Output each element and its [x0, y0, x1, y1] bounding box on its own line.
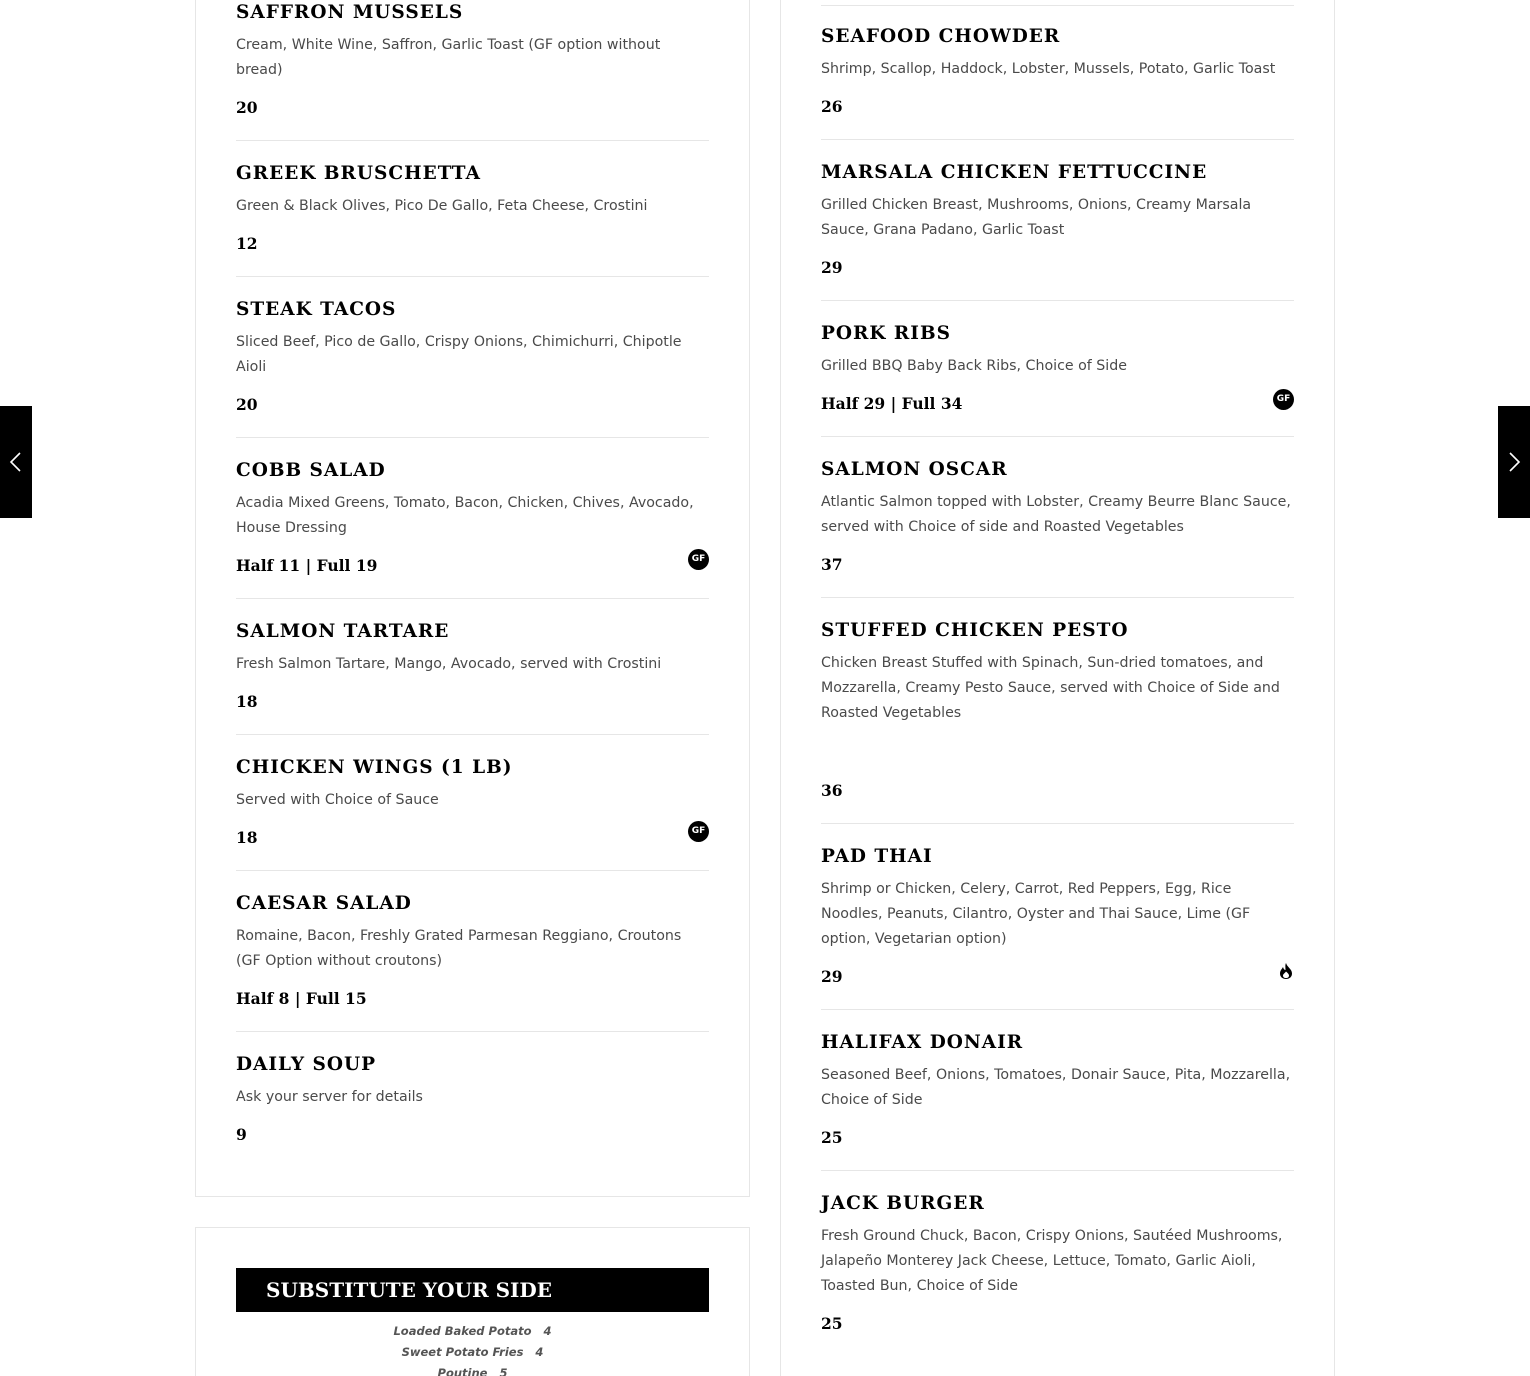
menu-item — [236, 735, 709, 870]
item-price: 20 — [236, 395, 258, 414]
side-name: Poutine — [437, 1366, 488, 1376]
item-price: 25 — [821, 1128, 843, 1147]
item-description: Acadia Mixed Greens, Tomato, Bacon, Chicken, Chives, Avocado, House Dressing — [236, 495, 694, 536]
side-name: Loaded Baked Potato — [393, 1324, 532, 1338]
item-name: SALMON OSCAR — [821, 459, 1008, 480]
item-name: CHICKEN WINGS (1 LB) — [236, 757, 513, 778]
gluten-free-badge-icon: GF — [688, 549, 709, 570]
menu-item — [821, 598, 1294, 823]
item-description: Grilled Chicken Breast, Mushrooms, Onions, Creamy Marsala Sauce, Grana Padano, Garlic Toast — [821, 197, 1252, 238]
item-description: Served with Choice of Sauce — [236, 792, 439, 808]
gluten-free-badge-icon: GF — [1273, 389, 1294, 410]
item-price: 20 — [236, 98, 258, 117]
item-name: SALMON TARTARE — [236, 621, 450, 642]
menu-item — [821, 1171, 1294, 1356]
menu-item — [821, 1010, 1294, 1170]
item-price: 18 — [236, 828, 258, 847]
side-price: 4 — [543, 1324, 552, 1338]
item-name: JACK BURGER — [821, 1193, 985, 1214]
item-name: COBB SALAD — [236, 460, 386, 481]
next-slide-button[interactable] — [1498, 406, 1530, 518]
item-description: Sliced Beef, Pico de Gallo, Crispy Onions, Chimichurri, Chipotle Aioli — [236, 334, 682, 375]
gluten-free-badge-icon: GF — [688, 821, 709, 842]
item-description: Chicken Breast Stuffed with Spinach, Sun-dried tomatoes, and Mozzarella, Creamy Pesto Sauce, served with Choice of Side and Roasted Vegetables — [821, 655, 1280, 721]
item-description: Green & Black Olives, Pico De Gallo, Feta Cheese, Crostini — [236, 198, 648, 214]
item-price: Half 8 | Full 15 — [236, 989, 367, 1008]
side-price: 5 — [499, 1366, 508, 1376]
item-description: Shrimp or Chicken, Celery, Carrot, Red Peppers, Egg, Rice Noodles, Peanuts, Cilantro, Oyster and Thai Sauce, Lime (GF option, Vegetarian option) — [821, 881, 1251, 947]
menu-item — [821, 437, 1294, 597]
menu-item — [236, 438, 709, 598]
item-price: 29 — [821, 967, 843, 986]
side-price: 4 — [535, 1345, 544, 1359]
menu-item — [236, 599, 709, 734]
list-item — [236, 1342, 709, 1363]
menu-item — [236, 141, 709, 276]
item-description: Seasoned Beef, Onions, Tomatoes, Donair Sauce, Pita, Mozzarella, Choice of Side — [821, 1067, 1291, 1108]
item-name: PORK RIBS — [821, 323, 951, 344]
sides-list — [236, 1321, 709, 1376]
list-item — [236, 1363, 709, 1376]
item-name: HALIFAX DONAIR — [821, 1032, 1024, 1053]
menu-item — [236, 277, 709, 437]
item-description: Atlantic Salmon topped with Lobster, Creamy Beurre Blanc Sauce, served with Choice of side and Roasted Vegetables — [821, 494, 1291, 535]
item-price: 37 — [821, 555, 843, 574]
chevron-left-icon — [9, 452, 23, 472]
menu-item — [821, 824, 1294, 1009]
item-description: Romaine, Bacon, Freshly Grated Parmesan Reggiano, Croutons (GF Option without croutons) — [236, 928, 682, 969]
item-description: Cream, White Wine, Saffron, Garlic Toast (GF option without bread) — [236, 37, 661, 78]
menu-column-left — [236, 0, 709, 1167]
previous-slide-button[interactable] — [0, 406, 32, 518]
menu-item — [821, 6, 1294, 139]
flame-icon — [1278, 962, 1294, 980]
item-description: Grilled BBQ Baby Back Ribs, Choice of Side — [821, 358, 1127, 374]
item-description: Ask your server for details — [236, 1089, 423, 1105]
item-description: Fresh Ground Chuck, Bacon, Crispy Onions, Sautéed Mushrooms, Jalapeño Monterey Jack Cheese, Lettuce, Tomato, Garlic Aioli, Toasted Bun, Choice of Side — [821, 1228, 1283, 1294]
item-price: 29 — [821, 258, 843, 277]
sides-title: SUBSTITUTE YOUR SIDE — [236, 1268, 709, 1312]
item-name: GREEK BRUSCHETTA — [236, 163, 481, 184]
side-name: Sweet Potato Fries — [401, 1345, 524, 1359]
item-name: STUFFED CHICKEN PESTO — [821, 620, 1129, 641]
item-name: PAD THAI — [821, 846, 933, 867]
item-price: 12 — [236, 234, 258, 253]
item-name: SAFFRON MUSSELS — [236, 2, 464, 23]
item-name: STEAK TACOS — [236, 299, 397, 320]
menu-item — [236, 0, 709, 140]
item-price: 18 — [236, 692, 258, 711]
list-item — [236, 1321, 709, 1342]
menu-item — [236, 1032, 709, 1167]
item-price: 9 — [236, 1125, 247, 1144]
menu-item — [821, 140, 1294, 300]
item-name: DAILY SOUP — [236, 1054, 377, 1075]
item-description: Shrimp, Scallop, Haddock, Lobster, Mussels, Potato, Garlic Toast — [821, 61, 1276, 77]
chevron-right-icon — [1507, 452, 1521, 472]
menu-item — [236, 871, 709, 1031]
item-name: MARSALA CHICKEN FETTUCCINE — [821, 162, 1208, 183]
item-price: 25 — [821, 1314, 843, 1333]
item-name: SEAFOOD CHOWDER — [821, 26, 1061, 47]
item-price: Half 29 | Full 34 — [821, 394, 963, 413]
menu-item — [821, 301, 1294, 436]
item-price: 36 — [821, 781, 843, 800]
item-price: 26 — [821, 97, 843, 116]
item-price: Half 11 | Full 19 — [236, 556, 378, 575]
item-name: CAESAR SALAD — [236, 893, 412, 914]
item-description: Fresh Salmon Tartare, Mango, Avocado, served with Crostini — [236, 656, 662, 672]
menu-column-right — [821, 0, 1294, 1356]
